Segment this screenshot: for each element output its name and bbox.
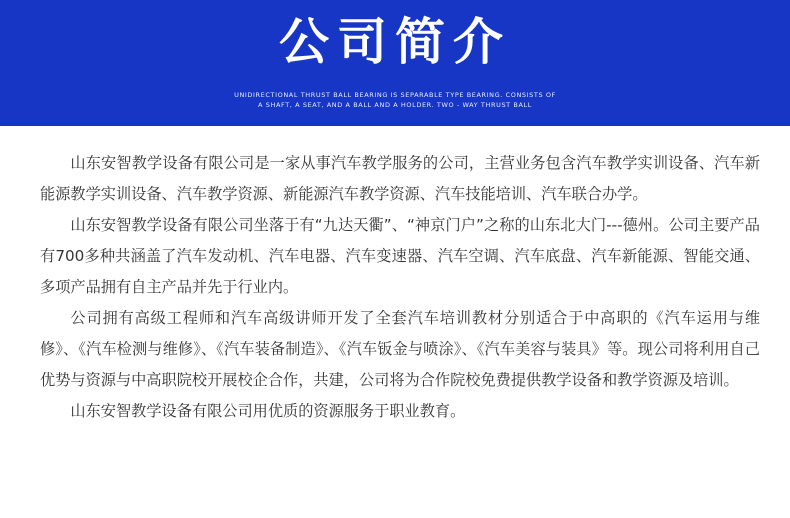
company-intro-text: [40, 148, 760, 427]
header-banner: [0, 0, 790, 126]
banner-subtitle-line-1: UNIDIRECTIONAL THRUST BALL BEARING IS SEPARABLE TYPE BEARING. CONSISTS OF: [234, 91, 556, 99]
intro-paragraph-4: 山东安智教学设备有限公司用优质的资源服务于职业教育。: [70, 402, 466, 420]
intro-paragraph-1: 山东安智教学设备有限公司是一家从事汽车教学服务的公司，主营业务包含汽车教学实训设备、汽车新能源教学实训设备、汽车教学资源、新能源汽车教学资源、汽车技能培训、汽车联合办学。: [40, 154, 760, 203]
intro-paragraph-2: 山东安智教学设备有限公司坐落于有“九达天衢”、“神京门户”之称的山东北大门---德州。公司主要产品有700多种共涵盖了汽车发动机、汽车电器、汽车变速器、汽车空调、汽车底盘、汽车新能源、智能交通、多项产品拥有自主产品并先于行业内。: [40, 216, 760, 296]
intro-paragraph-3: 公司拥有高级工程师和汽车高级讲师开发了全套汽车培训教材分别适合于中高职的《汽车运用与维修》、《汽车检测与维修》、《汽车装备制造》、《汽车钣金与喷涂》、《汽车美容与装具》等。现公司将利用自己优势与资源与中高职院校开展校企合作，共建，公司将为合作院校免费提供教学设备和教学资源及培训。: [40, 309, 760, 389]
banner-subtitle-line-2: A SHAFT, A SEAT, AND A BALL AND A HOLDER. TWO - WAY THRUST BALL: [258, 101, 532, 109]
page-title: 公司简介: [279, 13, 511, 71]
banner-subtitle: [0, 90, 790, 110]
